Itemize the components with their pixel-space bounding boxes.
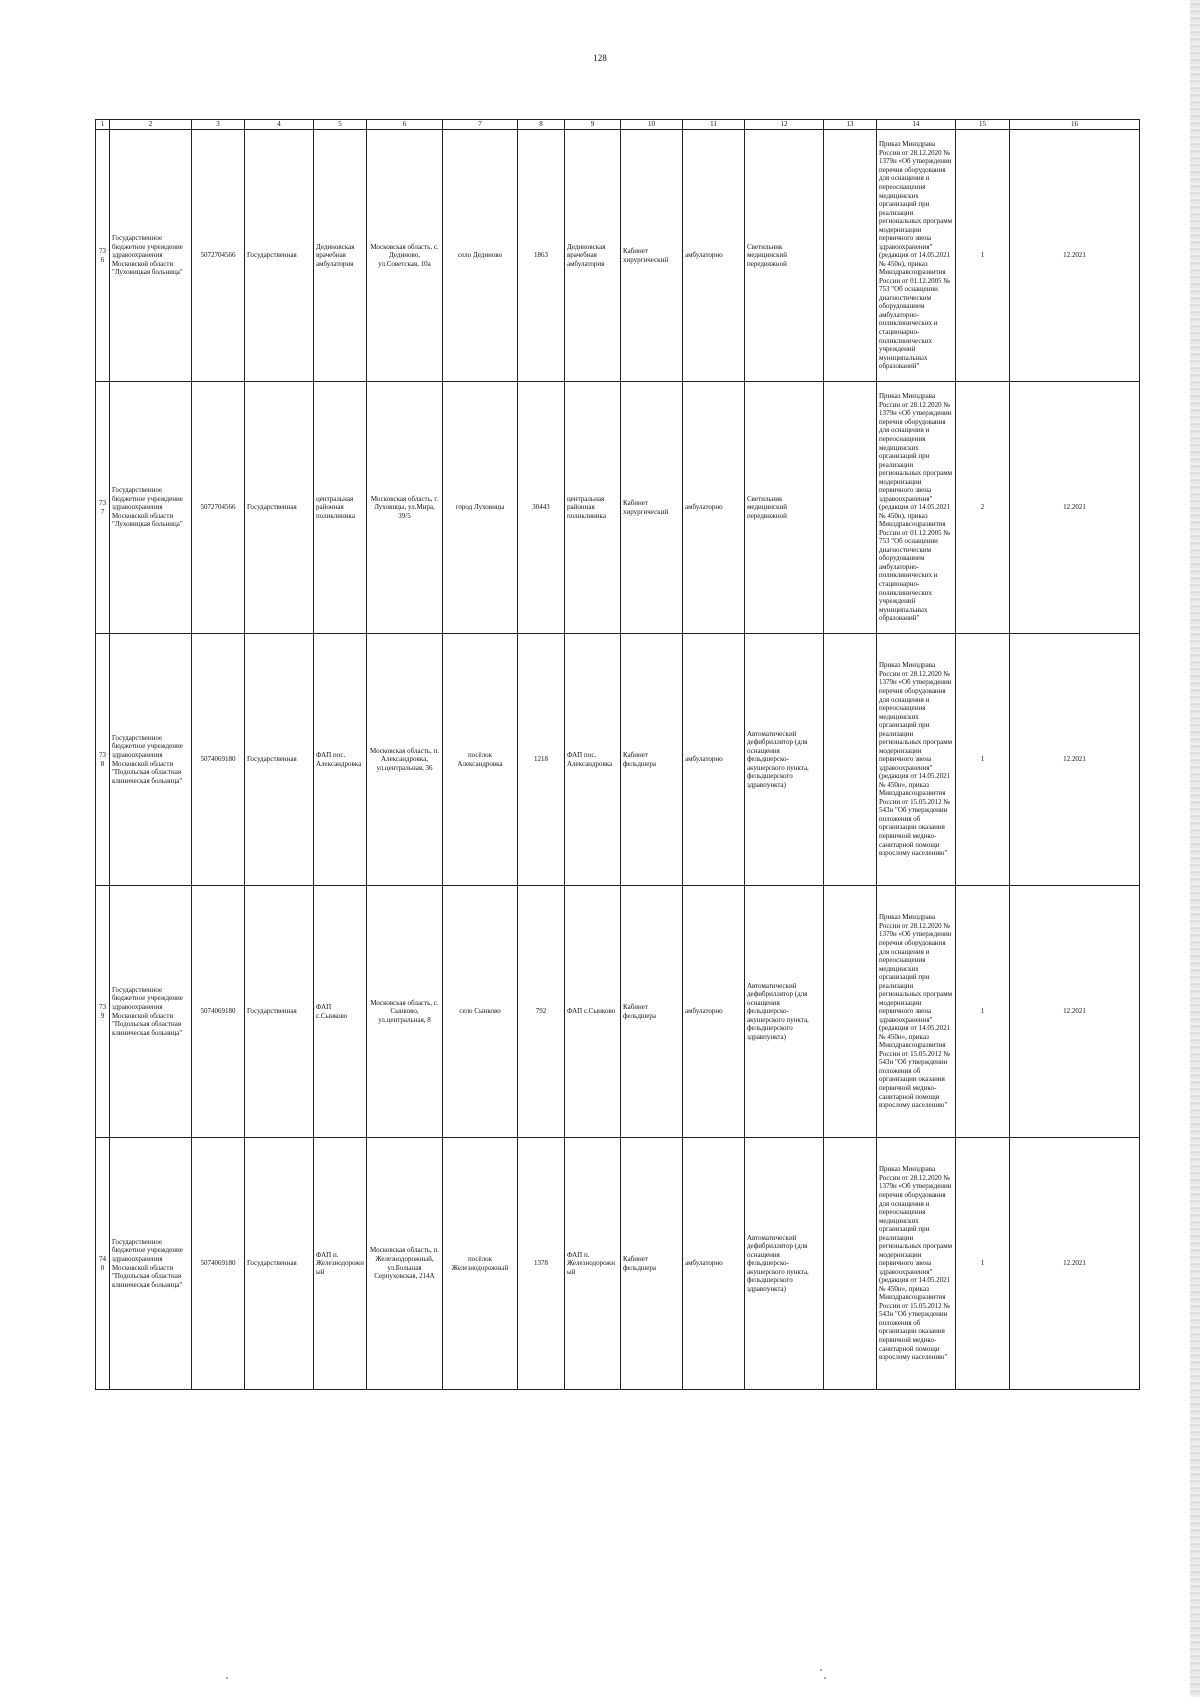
care-conditions: амбулаторно [683, 634, 745, 886]
row-number: 738 [96, 634, 110, 886]
scan-speck [824, 1677, 826, 1679]
ownership-form: Государственная [245, 1138, 314, 1390]
regulatory-document-text: Приказ Минздрава России от 28.12.2020 № 1379н «Об утверждении перечня оборудования для оснащения и переоснащения медицинских организаций при реализации региональных программ модернизации первичного звена здравоохранения"(редакция от 14.05.2021 № 450н», приказ Минздравсоцразвития России от 15.05.2012 № 543н "Об утверждении положения об организации оказания первичной медико-санитарной помощи взрослому населению" [879, 661, 953, 858]
care-conditions: амбулаторно [683, 382, 745, 634]
quantity: 1 [956, 1138, 1010, 1390]
column-number: 10 [621, 120, 683, 130]
column-number: 11 [683, 120, 745, 130]
unit-name: ФАП с.Сынково [314, 886, 367, 1138]
structural-unit: Дединовская врачебная амбулатория [565, 130, 621, 382]
delivery-date: 12.2021 [1010, 382, 1140, 634]
inn-code: 5072704566 [192, 130, 245, 382]
delivery-date: 12.2021 [1010, 130, 1140, 382]
column-number: 15 [956, 120, 1010, 130]
equipment-name: Светильник медицинский передвижной [745, 382, 824, 634]
scan-edge-artifact [1190, 0, 1200, 1697]
cabinet: Кабинет фельдшера [621, 886, 683, 1138]
structural-unit: ФАП с.Сынково [565, 886, 621, 1138]
column-13-cell [824, 886, 877, 1138]
organization-name: Государственное бюджетное учреждение здравоохранения Московской области "Подольская областная клиническая больница" [110, 886, 192, 1138]
row-number: 737 [96, 382, 110, 634]
column-number: 13 [824, 120, 877, 130]
address: Московская область, п. Железнодорожный, ул.Большая Серпуховская, 214А [367, 1138, 443, 1390]
quantity: 1 [956, 886, 1010, 1138]
regulatory-document-text: Приказ Минздрава России от 28.12.2020 № 1379н «Об утверждении перечня оборудования для оснащения и переоснащения медицинских организаций при реализации региональных программ модернизации первичного звена здравоохранения"(редакция от 14.05.2021 № 450н», приказ Минздравсоцразвития России от 15.05.2012 № 543н "Об утверждении положения об организации оказания первичной медико-санитарной помощи взрослому населению" [879, 913, 953, 1110]
column-13-cell [824, 1138, 877, 1390]
care-conditions: амбулаторно [683, 130, 745, 382]
population: 1863 [518, 130, 565, 382]
column-number: 1 [96, 120, 110, 130]
inn-code: 5072704566 [192, 382, 245, 634]
column-number: 4 [245, 120, 314, 130]
address: Московская область, г. Луховицы, ул.Мира, 39/5 [367, 382, 443, 634]
unit-name: Дединовская врачебная амбулатория [314, 130, 367, 382]
delivery-date: 12.2021 [1010, 1138, 1140, 1390]
column-number: 16 [1010, 120, 1140, 130]
column-number: 8 [518, 120, 565, 130]
population: 1218 [518, 634, 565, 886]
ownership-form: Государственная [245, 382, 314, 634]
settlement: посёлок Железнодорожный [443, 1138, 518, 1390]
table-row [96, 634, 1140, 886]
table-row [96, 130, 1140, 382]
care-conditions: амбулаторно [683, 886, 745, 1138]
inn-code: 5074069180 [192, 634, 245, 886]
quantity: 1 [956, 130, 1010, 382]
equipment-name: Автоматический дефибриллятор (для оснащения фельдшерско-акушерского пункта, фельдшерского здравпункта) [745, 886, 824, 1138]
column-13-cell [824, 382, 877, 634]
delivery-date: 12.2021 [1010, 886, 1140, 1138]
scan-speck [226, 1677, 228, 1679]
unit-name: ФАП пос. Александровка [314, 634, 367, 886]
delivery-date: 12.2021 [1010, 634, 1140, 886]
regulatory-document [877, 382, 956, 634]
page-number: 128 [593, 53, 607, 63]
regulatory-document [877, 886, 956, 1138]
column-13-cell [824, 634, 877, 886]
population: 30443 [518, 382, 565, 634]
regulatory-document [877, 634, 956, 886]
column-number: 14 [877, 120, 956, 130]
cabinet: Кабинет хирургический [621, 130, 683, 382]
column-number: 9 [565, 120, 621, 130]
cabinet: Кабинет фельдшера [621, 634, 683, 886]
regulatory-document [877, 1138, 956, 1390]
structural-unit: ФАП п. Железнодорожный [565, 1138, 621, 1390]
cabinet: Кабинет фельдшера [621, 1138, 683, 1390]
quantity: 1 [956, 634, 1010, 886]
column-13-cell [824, 130, 877, 382]
column-number: 3 [192, 120, 245, 130]
population: 1378 [518, 1138, 565, 1390]
column-number: 2 [110, 120, 192, 130]
address: Московская область, п. Александровка, ул.центральная, 36 [367, 634, 443, 886]
unit-name: центральная районная поликлиника [314, 382, 367, 634]
address: Московская область, с. Дединово, ул.Советская, 10а [367, 130, 443, 382]
organization-name: Государственное бюджетное учреждение здравоохранения Московской области "Луховицкая больница" [110, 130, 192, 382]
care-conditions: амбулаторно [683, 1138, 745, 1390]
structural-unit: центральная районная поликлиника [565, 382, 621, 634]
equipment-name: Автоматический дефибриллятор (для оснащения фельдшерско-акушерского пункта, фельдшерского здравпункта) [745, 1138, 824, 1390]
organization-name: Государственное бюджетное учреждение здравоохранения Московской области "Луховицкая больница" [110, 382, 192, 634]
regulatory-document [877, 130, 956, 382]
equipment-name: Автоматический дефибриллятор (для оснащения фельдшерско-акушерского пункта, фельдшерского здравпункта) [745, 634, 824, 886]
regulatory-document-text: Приказ Минздрава России от 28.12.2020 № 1379н «Об утверждении перечня оборудования для оснащения и переоснащения медицинских организаций при реализации региональных программ модернизации первичного звена здравоохранения"(редакция от 14.05.2021 № 450н», приказ Минздравсоцразвития России от 15.05.2012 № 543н "Об утверждении положения об организации оказания первичной медико-санитарной помощи взрослому населению" [879, 1165, 953, 1362]
settlement: село Дединово [443, 130, 518, 382]
ownership-form: Государственная [245, 886, 314, 1138]
column-number: 12 [745, 120, 824, 130]
inn-code: 5074069180 [192, 1138, 245, 1390]
settlement: город Луховицы [443, 382, 518, 634]
equipment-name: Светильник медицинский передвижной [745, 130, 824, 382]
table-row [96, 1138, 1140, 1390]
structural-unit: ФАП пос. Александровка [565, 634, 621, 886]
cabinet: Кабинет хирургический [621, 382, 683, 634]
organization-name: Государственное бюджетное учреждение здравоохранения Московской области "Подольская областная клиническая больница" [110, 634, 192, 886]
settlement: посёлок Александровка [443, 634, 518, 886]
row-number: 740 [96, 1138, 110, 1390]
regulatory-document-text: Приказ Минздрава России от 28.12.2020 № 1379н «Об утверждении перечня оборудования для оснащения и переоснащения медицинских организаций при реализации региональных программ модернизации первичного звена здравоохранения"(редакция от 14.05.2021 № 450н), приказ Минздравсоцразвития России от 01.12.2005 № 753 "Об оснащении диагностическим оборудованием амбулаторно-поликлинических и стационарно-поликлинических учреждений муниципальных образований" [879, 140, 953, 371]
table-row [96, 886, 1140, 1138]
ownership-form: Государственная [245, 130, 314, 382]
regulatory-document-text: Приказ Минздрава России от 28.12.2020 № 1379н «Об утверждении перечня оборудования для оснащения и переоснащения медицинских организаций при реализации региональных программ модернизации первичного звена здравоохранения"(редакция от 14.05.2021 № 450н), приказ Минздравсоцразвития России от 01.12.2005 № 753 "Об оснащении диагностическим оборудованием амбулаторно-поликлинических и стационарно-поликлинических учреждений муниципальных образований" [879, 392, 953, 623]
settlement: село Сынково [443, 886, 518, 1138]
column-number-row [96, 120, 1140, 130]
ownership-form: Государственная [245, 634, 314, 886]
column-number: 7 [443, 120, 518, 130]
address: Московская область, с. Сынково, ул.центральная, 8 [367, 886, 443, 1138]
inn-code: 5074069180 [192, 886, 245, 1138]
unit-name: ФАП п. Железнодорожный [314, 1138, 367, 1390]
row-number: 739 [96, 886, 110, 1138]
population: 792 [518, 886, 565, 1138]
organization-name: Государственное бюджетное учреждение здравоохранения Московской области "Подольская областная клиническая больница" [110, 1138, 192, 1390]
row-number: 736 [96, 130, 110, 382]
table-row [96, 382, 1140, 634]
quantity: 2 [956, 382, 1010, 634]
scan-speck [820, 1669, 822, 1671]
equipment-register-table [95, 119, 1140, 1390]
column-number: 6 [367, 120, 443, 130]
column-number: 5 [314, 120, 367, 130]
